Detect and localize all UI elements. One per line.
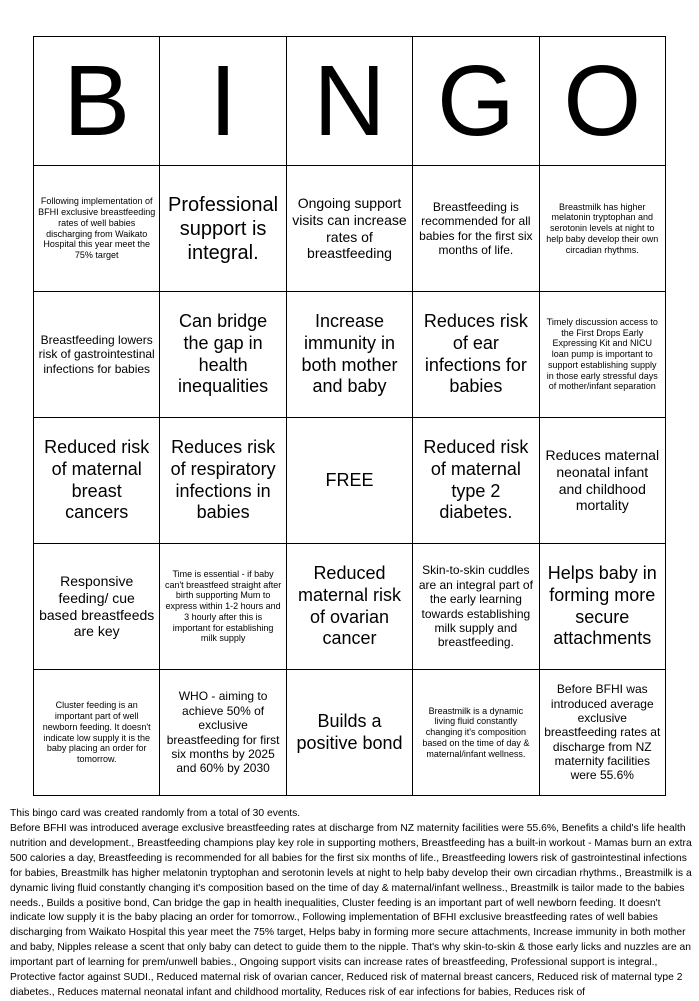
bingo-cell[interactable]: Breastmilk has higher melatonin tryptophan and serotonin levels at night to help baby develop their own circadian rhythms. [539, 166, 665, 292]
bingo-cell[interactable]: Before BFHI was introduced average exclusive breastfeeding rates at discharge from NZ maternity facilities were 55.6% [539, 670, 665, 796]
bingo-cell[interactable]: Breastfeeding is recommended for all babies for the first six months of life. [413, 166, 539, 292]
bingo-cell[interactable]: Reduced risk of maternal breast cancers [34, 418, 160, 544]
header-letter-b: B [34, 37, 160, 166]
bingo-card [33, 36, 666, 796]
header-letter-g: G [413, 37, 539, 166]
free-space-cell[interactable]: FREE [286, 418, 412, 544]
header-letter-o: O [539, 37, 665, 166]
bingo-cell[interactable]: Increase immunity in both mother and baby [286, 292, 412, 418]
bingo-cell[interactable]: Reduced risk of maternal type 2 diabetes. [413, 418, 539, 544]
event-list: Before BFHI was introduced average exclusive breastfeeding rates at discharge from NZ maternity facilities were 55.6%, Benefits a child's life health nutrition and development., Breastfeeding champions play key role in supporting mothers, Breastfeeding has a built-in workout - Mamas burn an extra 500 calories a day, Breastfeeding is recommended for all babies for the first six months of life., Breastfeeding lowers risk of gastrointestinal infections for babies, Breastmilk has higher melatonin tryptophan and serotonin levels at night to help baby develop their own circadian rhythms., Breastmilk is a dynamic living fluid constantly changing it's composition based on the time of day & maternal/infant wellness., Breastmilk is tailor made to the babies needs., Builds a positive bond, Can bridge the gap in health inequalities, Cluster feeding is an important part of well newborn feeding. It doesn't indicate low supply it is the baby placing an order for tomorrow., Following implementation of BFHI exclusive breastfeeding rates of well babies discharging from Waikato Hospital this year meet the 75% target, Helps baby in forming more secure attachments, Increase immunity in both mother and baby, Nipples release a scent that only baby can detect to guide them to the nipple. That's why skin-to-skin & those early licks and nuzzles are an important part of learning for prem/unwell babies., Ongoing support visits can increase rates of breastfeeding, Professional support is integral., Protective factor against SUDI., Reduced maternal risk of ovarian cancer, Reduced risk of maternal breast cancers, Reduced risk of maternal type 2 diabetes., Reduces maternal neonatal infant and childhood mortality, Reduces risk of ear infections for babies, Reduces risk of [10, 822, 692, 999]
bingo-cell[interactable]: Breastmilk is a dynamic living fluid constantly changing it's composition based on the time of day & maternal/infant wellness. [413, 670, 539, 796]
header-letter-n: N [286, 37, 412, 166]
bingo-grid [33, 36, 666, 796]
header-letter-i: I [160, 37, 286, 166]
header-row [34, 37, 666, 166]
bingo-cell[interactable]: WHO - aiming to achieve 50% of exclusive breastfeeding for first six months by 2025 and 60% by 2030 [160, 670, 286, 796]
bingo-row [34, 418, 666, 544]
bingo-cell[interactable]: Reduced maternal risk of ovarian cancer [286, 544, 412, 670]
bingo-cell[interactable]: Breastfeeding lowers risk of gastrointestinal infections for babies [34, 292, 160, 418]
bingo-cell[interactable]: Timely discussion access to the First Drops Early Expressing Kit and NICU loan pump is important to support establishing supply in those early stressful days of mother/infant separation [539, 292, 665, 418]
bingo-row [34, 292, 666, 418]
bingo-cell[interactable]: Following implementation of BFHI exclusive breastfeeding rates of well babies discharging from Waikato Hospital this year meet the 75% target [34, 166, 160, 292]
bingo-cell[interactable]: Reduces risk of ear infections for babies [413, 292, 539, 418]
bingo-cell[interactable]: Responsive feeding/ cue based breastfeeds are key [34, 544, 160, 670]
bingo-cell[interactable]: Skin-to-skin cuddles are an integral part of the early learning towards establishing milk supply and breastfeeding. [413, 544, 539, 670]
card-source-note: This bingo card was created randomly from a total of 30 events. [10, 808, 301, 819]
bingo-cell[interactable]: Reduces maternal neonatal infant and childhood mortality [539, 418, 665, 544]
bingo-cell[interactable]: Builds a positive bond [286, 670, 412, 796]
bingo-row [34, 544, 666, 670]
bingo-cell[interactable]: Helps baby in forming more secure attachments [539, 544, 665, 670]
bingo-cell[interactable]: Professional support is integral. [160, 166, 286, 292]
bingo-row [34, 670, 666, 796]
bingo-cell[interactable]: Ongoing support visits can increase rates of breastfeeding [286, 166, 412, 292]
card-footer [10, 807, 692, 1001]
bingo-cell[interactable]: Can bridge the gap in health inequalities [160, 292, 286, 418]
bingo-cell[interactable]: Time is essential - if baby can't breastfeed straight after birth supporting Mum to express within 1-2 hours and 3 hourly after this is important for establishing milk supply [160, 544, 286, 670]
bingo-cell[interactable]: Cluster feeding is an important part of well newborn feeding. It doesn't indicate low supply it is the baby placing an order for tomorrow. [34, 670, 160, 796]
bingo-cell[interactable]: Reduces risk of respiratory infections in babies [160, 418, 286, 544]
bingo-row [34, 166, 666, 292]
